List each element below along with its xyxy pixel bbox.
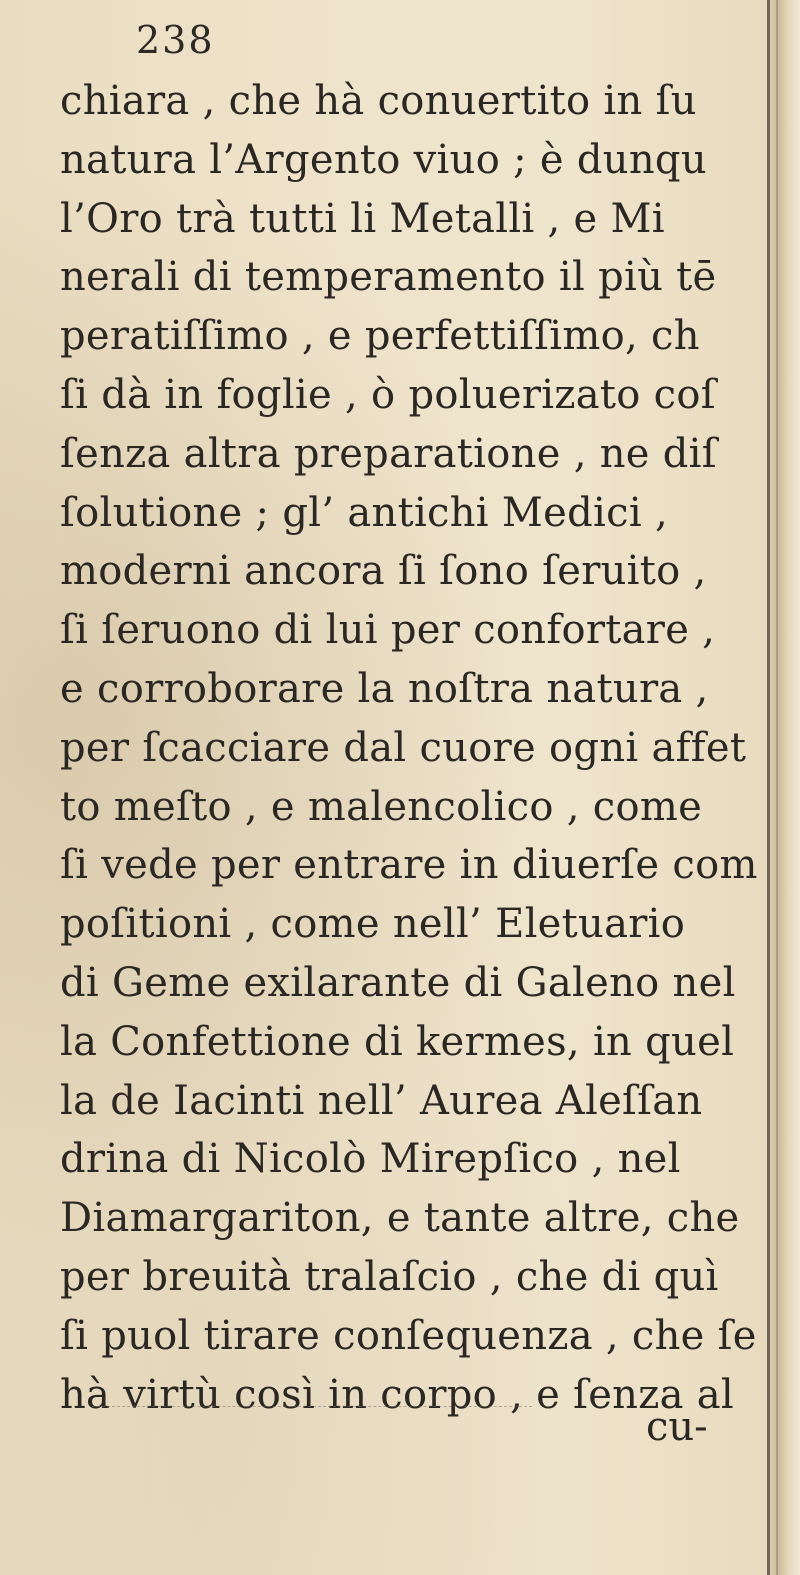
text-line: ſolutione ; gl’ antichi Medici , [60, 489, 668, 536]
text-line: per ſcacciare dal cuore ogni affet [60, 724, 747, 771]
text-line: moderni ancora ſi ſono ſeruito , [60, 548, 707, 595]
text-line: ſi dà in foglie , ò poluerizato coſ [60, 371, 716, 418]
text-line: l’Oro trà tutti li Metalli , e Mi [60, 195, 665, 242]
text-line: hà virtù così in corpo , e ſenza al [60, 1371, 735, 1418]
text-line: natura l’Argento viuo ; è dunqu [60, 136, 707, 183]
text-line: ſi puol tirare conſequenza , che ſe [60, 1312, 757, 1359]
page-number: 238 [136, 18, 215, 62]
text-line: chiara , che hà conuertito in ſu [60, 78, 697, 124]
text-line: la de Iacinti nell’ Aurea Aleſſan [60, 1077, 703, 1124]
text-line: drina di Nicolò Mirepſico , nel [60, 1136, 681, 1183]
text-line: la Confettione di kermes, in quel [60, 1018, 735, 1065]
text-line: per breuità tralaſcio , che di quì [60, 1253, 719, 1300]
footer-rule [92, 1406, 532, 1407]
text-line: to meſto , e malencolico , come [60, 783, 703, 830]
text-line: ſenza altra preparatione , ne diſ [60, 430, 717, 477]
text-line: ſi vede per entrare in diuerſe com [60, 842, 758, 889]
body-text [60, 72, 772, 1424]
text-line: peratiſſimo , e perfettiſſimo, ch [60, 313, 700, 360]
text-line: Diamargariton, e tante altre, che [60, 1195, 740, 1242]
text-line: poſitioni , come nell’ Eletuario [60, 901, 686, 948]
catchword: cu- [646, 1404, 708, 1450]
text-line: ſi ſeruono di lui per confortare , [60, 607, 716, 654]
text-line: di Geme exilarante di Galeno nel [60, 959, 736, 1006]
text-line: e corroborare la noſtra natura , [60, 665, 709, 712]
text-line: nerali di temperamento il più tē [60, 254, 717, 301]
